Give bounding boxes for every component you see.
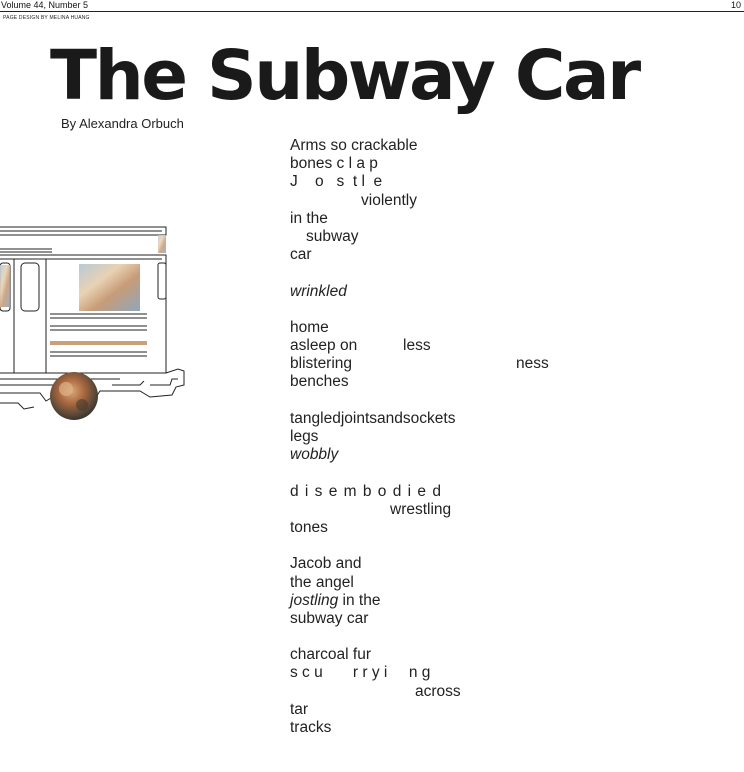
poem-word: ness [516,355,549,373]
volume-label: Volume 44, Number 5 [1,0,89,10]
poem-line: Jacob and [290,555,362,573]
poem-word: less [403,337,431,355]
poem-line: subway [306,227,359,245]
poem-line: tar [290,700,309,718]
poem-line: bones c l a p [290,155,378,173]
poem-line: s c u r r y i n g [290,664,431,682]
poem-line: wrestling [390,500,452,518]
article-byline: By Alexandra Orbuch [61,116,184,131]
poem-line: d i s e m b o d i e d [290,482,442,500]
page-header [0,0,744,12]
subway-car-icon [0,195,200,425]
poem-line: across [415,682,461,700]
poem-line: charcoal fur [290,646,371,664]
poem-line: tangledjointsandsockets [290,409,456,427]
poem-line: in the [290,209,328,227]
poem [290,137,549,737]
poem-line [290,592,461,610]
poem-line: benches [290,373,349,391]
poem-line: the angel [290,573,354,591]
poem-line: violently [361,191,417,209]
poem-line: blistering [290,355,353,373]
painting-collage-icon [79,264,140,311]
poem-word-italic: jostling [290,591,339,609]
poem-line: subway car [290,609,369,627]
poem-line: asleep on [290,337,358,355]
poem-line: wrinkled [290,282,347,300]
page-number: 10 [730,0,741,10]
poem-word: in the [338,591,381,609]
article-title: The Subway Car [50,36,639,116]
poem-line: J o s t l e [290,173,383,191]
poem-line: tones [290,518,328,536]
poem-line: car [290,246,312,264]
page-design-credit: PAGE DESIGN BY MELINA HUANG [3,15,90,21]
painted-orb-icon [50,372,98,420]
poem-line: tracks [290,719,332,736]
poem-line: Arms so crackable [290,137,418,154]
poem-word: home [290,318,329,336]
poem-line: wobbly [290,446,339,464]
poem-line: legs [290,428,319,445]
